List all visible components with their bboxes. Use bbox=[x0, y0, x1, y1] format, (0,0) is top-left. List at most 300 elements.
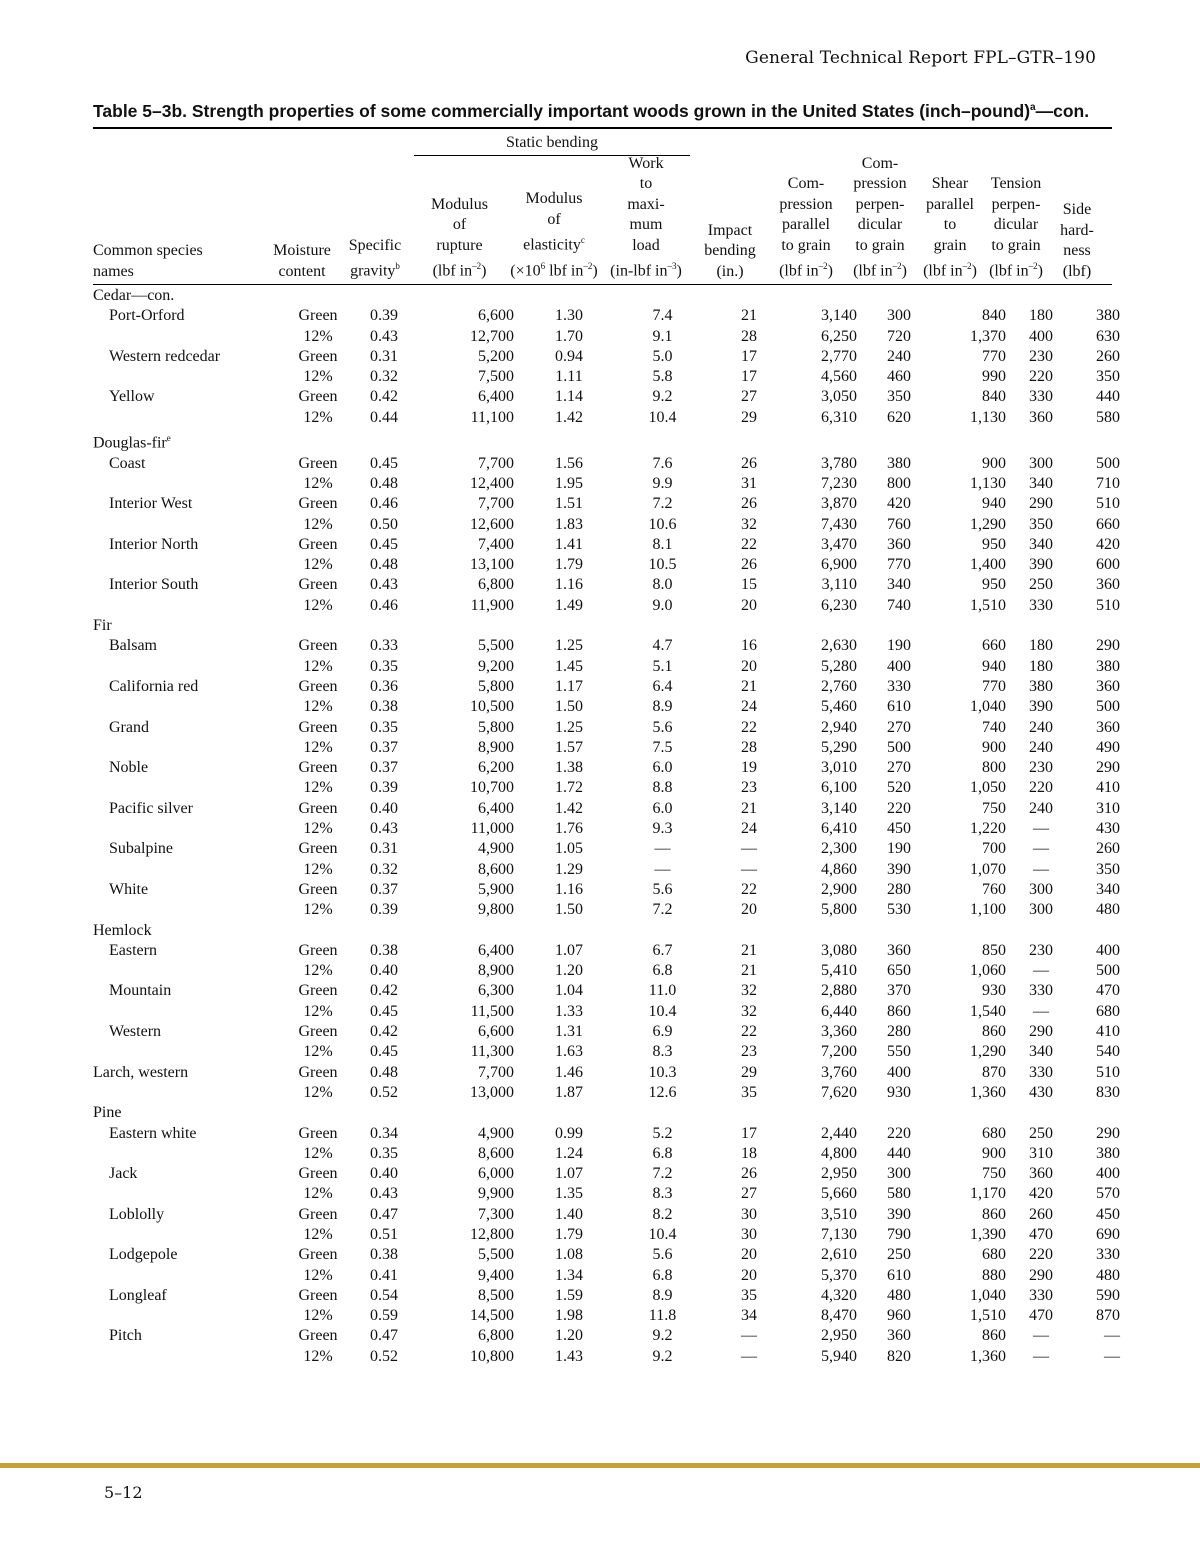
table-cell: Green bbox=[298, 495, 338, 513]
table-cell: 0.40 bbox=[370, 799, 398, 817]
header-elasticity-line: elasticity$^c$ bbox=[523, 235, 585, 254]
table-cell: 3,080 bbox=[821, 941, 857, 959]
table-cell: 6.8 bbox=[652, 1144, 673, 1162]
table-cell: 620 bbox=[887, 408, 911, 426]
table-cell: 510 bbox=[1096, 596, 1120, 614]
table-row bbox=[93, 515, 1126, 535]
table-cell: 4,320 bbox=[821, 1286, 857, 1304]
table-cell: 24 bbox=[741, 698, 757, 716]
table-cell: Green bbox=[298, 454, 338, 472]
table-cell: 0.44 bbox=[370, 408, 398, 426]
species-name-cell: Coast bbox=[109, 454, 146, 472]
table-cell: 1.16 bbox=[555, 576, 583, 594]
table-cell: 250 bbox=[1029, 1124, 1053, 1142]
table-cell: 900 bbox=[982, 454, 1006, 472]
table-cell: 6,000 bbox=[478, 1165, 514, 1183]
table-cell: — bbox=[1033, 840, 1049, 858]
table-cell: 30 bbox=[741, 1205, 757, 1223]
table-cell: 930 bbox=[887, 1083, 911, 1101]
table-cell: 18 bbox=[741, 1144, 757, 1162]
table-group-row bbox=[93, 921, 1126, 941]
table-cell bbox=[522, 286, 616, 306]
table-cell bbox=[709, 921, 789, 941]
table-cell: 0.38 bbox=[370, 941, 398, 959]
table-cell: 350 bbox=[1029, 515, 1053, 533]
table-cell: 330 bbox=[1029, 1063, 1053, 1081]
table-cell: 880 bbox=[982, 1266, 1006, 1284]
header-comp-parallel bbox=[768, 160, 844, 284]
table-row bbox=[93, 306, 1126, 326]
table-cell: 0.41 bbox=[370, 1266, 398, 1284]
table-cell: 300 bbox=[1029, 901, 1053, 919]
table-cell: 12% bbox=[303, 860, 333, 878]
table-cell: 220 bbox=[1029, 779, 1053, 797]
table-cell bbox=[789, 286, 863, 306]
table-cell: 360 bbox=[887, 535, 911, 553]
table-cell: 6,100 bbox=[821, 779, 857, 797]
table-cell: 7,700 bbox=[478, 1063, 514, 1081]
table-cell bbox=[419, 428, 522, 454]
table-cell: 410 bbox=[1096, 779, 1120, 797]
table-cell bbox=[349, 428, 419, 454]
table-cell: 6,200 bbox=[478, 759, 514, 777]
table-cell: 390 bbox=[887, 1205, 911, 1223]
table-cell bbox=[709, 286, 789, 306]
species-name-cell bbox=[93, 1083, 287, 1103]
table-cell: 900 bbox=[982, 1144, 1006, 1162]
table-cell: 6.7 bbox=[652, 941, 673, 959]
table-cell: 680 bbox=[982, 1246, 1006, 1264]
header-comp-perp-line: Com- bbox=[861, 154, 899, 172]
table-cell bbox=[789, 428, 863, 454]
table-cell: 290 bbox=[1096, 1124, 1120, 1142]
table-cell: 860 bbox=[982, 1023, 1006, 1041]
table-cell: 1,400 bbox=[970, 556, 1006, 574]
table-cell: 1,050 bbox=[970, 779, 1006, 797]
table-cell: 4,560 bbox=[821, 368, 857, 386]
table-cell: 32 bbox=[741, 982, 757, 1000]
table-cell bbox=[616, 1103, 709, 1123]
table-cell: 29 bbox=[741, 408, 757, 426]
table-cell: 840 bbox=[982, 307, 1006, 325]
table-cell: 7,200 bbox=[821, 1043, 857, 1061]
table-cell: 10.3 bbox=[648, 1063, 677, 1081]
table-cell: 960 bbox=[887, 1307, 911, 1325]
table-cell: 20 bbox=[741, 901, 757, 919]
header-comp-parallel-line: (lbf $in^{-2}$) bbox=[779, 261, 833, 280]
table-cell: 1.45 bbox=[555, 657, 583, 675]
table-cell: 940 bbox=[982, 495, 1006, 513]
header-shear-line: Shear bbox=[931, 175, 969, 193]
table-cell: 22 bbox=[741, 1023, 757, 1041]
table-cell: 770 bbox=[982, 677, 1006, 695]
species-name-cell: Longleaf bbox=[109, 1286, 167, 1304]
table-cell: 1.11 bbox=[555, 368, 583, 386]
table-cell: 380 bbox=[1029, 677, 1053, 695]
table-cell: 370 bbox=[887, 982, 911, 1000]
table-cell: 820 bbox=[887, 1347, 911, 1365]
table-cell: 20 bbox=[741, 657, 757, 675]
table-cell: 1.51 bbox=[555, 495, 583, 513]
species-name-cell: Hemlock bbox=[93, 921, 152, 939]
table-cell: 290 bbox=[1029, 495, 1053, 513]
table-cell: 0.45 bbox=[370, 535, 398, 553]
table-cell: 480 bbox=[887, 1286, 911, 1304]
table-cell: 0.40 bbox=[370, 962, 398, 980]
table-cell: 21 bbox=[741, 962, 757, 980]
table-cell: 1.46 bbox=[555, 1063, 583, 1081]
table-cell: Green bbox=[298, 718, 338, 736]
table-cell bbox=[349, 921, 419, 941]
table-cell: 240 bbox=[1029, 799, 1053, 817]
table-cell bbox=[935, 1103, 1010, 1123]
table-cell: 1.17 bbox=[555, 677, 583, 695]
table-cell: 17 bbox=[741, 1124, 757, 1142]
table-cell: 1.07 bbox=[555, 1165, 583, 1183]
table-cell: 400 bbox=[1096, 1165, 1120, 1183]
table-row bbox=[93, 596, 1126, 616]
table-cell: Green bbox=[298, 1327, 338, 1345]
species-name-cell bbox=[93, 408, 287, 428]
table-cell: 860 bbox=[982, 1327, 1006, 1345]
species-name-cell: Grand bbox=[109, 718, 149, 736]
table-cell: 8,900 bbox=[478, 962, 514, 980]
table-cell: 3,760 bbox=[821, 1063, 857, 1081]
table-cell bbox=[1072, 1103, 1126, 1123]
table-cell: 0.35 bbox=[370, 1144, 398, 1162]
table-cell: 27 bbox=[741, 1185, 757, 1203]
table-cell: 1.56 bbox=[555, 454, 583, 472]
species-name-cell bbox=[93, 860, 287, 880]
table-cell: 23 bbox=[741, 1043, 757, 1061]
table-cell: 600 bbox=[1096, 556, 1120, 574]
table-cell: 1.63 bbox=[555, 1043, 583, 1061]
table-row bbox=[93, 1266, 1126, 1286]
table-cell: 12% bbox=[303, 408, 333, 426]
table-cell: 1.30 bbox=[555, 307, 583, 325]
table-cell: 240 bbox=[1029, 718, 1053, 736]
table-cell: 760 bbox=[982, 880, 1006, 898]
table-cell: 360 bbox=[887, 1327, 911, 1345]
species-name-cell: Eastern bbox=[109, 941, 157, 959]
table-cell: 21 bbox=[741, 799, 757, 817]
table-cell: 20 bbox=[741, 1246, 757, 1264]
table-cell: 6,900 bbox=[821, 556, 857, 574]
species-name-cell bbox=[93, 657, 287, 677]
table-cell: 5.8 bbox=[652, 368, 673, 386]
page-number: 5–12 bbox=[104, 1483, 143, 1502]
table-cell: 1.98 bbox=[555, 1307, 583, 1325]
table-cell: 470 bbox=[1029, 1307, 1053, 1325]
table-cell: 22 bbox=[741, 718, 757, 736]
species-name-cell bbox=[93, 1002, 287, 1022]
static-bending-label: Static bending bbox=[506, 134, 598, 151]
table-cell bbox=[349, 616, 419, 636]
table-cell: 5.6 bbox=[652, 718, 673, 736]
table-cell: 1,130 bbox=[970, 408, 1006, 426]
table-cell bbox=[1072, 428, 1126, 454]
table-cell: — bbox=[1104, 1327, 1120, 1345]
species-name-cell: Lodgepole bbox=[109, 1246, 178, 1264]
header-comp-parallel-line: parallel bbox=[782, 216, 830, 234]
table-cell: 0.52 bbox=[370, 1347, 398, 1365]
table-cell: 10,700 bbox=[470, 779, 514, 797]
table-cell: 330 bbox=[1029, 982, 1053, 1000]
table-cell: 330 bbox=[887, 677, 911, 695]
table-cell bbox=[522, 1103, 616, 1123]
table-cell: 9.9 bbox=[652, 475, 673, 492]
table-row bbox=[93, 1083, 1126, 1103]
table-cell: 6.8 bbox=[652, 962, 673, 980]
table-cell: 180 bbox=[1029, 637, 1053, 655]
table-title-suffix: —con. bbox=[1035, 101, 1090, 121]
table-cell: 0.37 bbox=[370, 759, 398, 777]
table-cell: 3,470 bbox=[821, 535, 857, 553]
table-cell: 5.2 bbox=[652, 1124, 673, 1142]
table-cell bbox=[419, 286, 522, 306]
table-cell: 420 bbox=[1096, 535, 1120, 553]
table-cell: 860 bbox=[982, 1205, 1006, 1223]
table-cell: 6.4 bbox=[652, 677, 673, 695]
species-name-cell bbox=[93, 1347, 287, 1367]
species-name-cell bbox=[93, 1042, 287, 1062]
table-cell: 4,860 bbox=[821, 860, 857, 878]
table-cell: 800 bbox=[887, 475, 911, 492]
species-name-cell: Fir bbox=[93, 617, 112, 635]
species-name-cell bbox=[93, 900, 287, 920]
table-cell: 260 bbox=[1096, 840, 1120, 858]
table-cell: 4.7 bbox=[652, 637, 673, 655]
table-cell: 420 bbox=[887, 495, 911, 513]
table-cell: 350 bbox=[887, 388, 911, 406]
table-cell: 2,760 bbox=[821, 677, 857, 695]
table-cell bbox=[789, 1103, 863, 1123]
table-row bbox=[93, 1002, 1126, 1022]
table-cell: 21 bbox=[741, 941, 757, 959]
table-cell: 5,800 bbox=[478, 718, 514, 736]
table-cell bbox=[1072, 616, 1126, 636]
table-cell: Green bbox=[298, 1124, 338, 1142]
table-cell: 280 bbox=[887, 1023, 911, 1041]
header-hardness-line: Side bbox=[1062, 201, 1092, 218]
table-cell: 0.42 bbox=[370, 388, 398, 406]
header-species bbox=[93, 160, 271, 284]
table-cell: — bbox=[1033, 1002, 1049, 1020]
table-cell: 5.6 bbox=[652, 880, 673, 898]
table-row bbox=[93, 778, 1126, 798]
header-elasticity-line: ($\times 10^6$ lbf $in^{-2}$) bbox=[510, 261, 598, 280]
table-cell: 1.40 bbox=[555, 1205, 583, 1223]
table-cell: 8,600 bbox=[478, 860, 514, 878]
table-cell: 0.43 bbox=[370, 576, 398, 594]
table-cell: 300 bbox=[1029, 880, 1053, 898]
table-cell: 1,060 bbox=[970, 962, 1006, 980]
table-cell: Green bbox=[298, 1063, 338, 1081]
table-cell: 350 bbox=[1096, 368, 1120, 386]
table-cell: 12% bbox=[303, 901, 333, 919]
table-cell: 12% bbox=[303, 738, 333, 756]
table-cell: 1,040 bbox=[970, 1286, 1006, 1304]
table-cell: Green bbox=[298, 637, 338, 655]
table-cell: 2,900 bbox=[821, 880, 857, 898]
table-cell: 21 bbox=[741, 677, 757, 695]
table-cell: 1.38 bbox=[555, 759, 583, 777]
table-cell: 520 bbox=[887, 779, 911, 797]
table-cell: 12,600 bbox=[470, 515, 514, 533]
table-cell: 0.43 bbox=[370, 327, 398, 345]
table-cell: 12% bbox=[303, 1266, 333, 1284]
table-cell: 7,400 bbox=[478, 535, 514, 553]
table-cell: Green bbox=[298, 982, 338, 1000]
table-cell: 720 bbox=[887, 327, 911, 345]
table-cell: 7,230 bbox=[821, 475, 857, 492]
header-work bbox=[603, 154, 689, 284]
table-cell: 440 bbox=[1096, 388, 1120, 406]
table-cell: 5,800 bbox=[478, 677, 514, 695]
table-cell: 400 bbox=[1096, 941, 1120, 959]
species-name-cell bbox=[93, 1306, 287, 1326]
header-rupture bbox=[412, 160, 507, 284]
table-cell: 340 bbox=[1029, 475, 1053, 492]
table-cell: 24 bbox=[741, 820, 757, 838]
species-name-cell: Yellow bbox=[109, 388, 155, 406]
table-cell: 6.0 bbox=[652, 799, 673, 817]
header-work-line: mum bbox=[629, 216, 663, 234]
table-cell: 28 bbox=[741, 738, 757, 756]
table-cell: 1.33 bbox=[555, 1002, 583, 1020]
table-cell: 6.9 bbox=[652, 1023, 673, 1041]
table-cell: 2,610 bbox=[821, 1246, 857, 1264]
species-name-cell: Cedar—con. bbox=[93, 287, 175, 304]
table-cell: 12% bbox=[303, 962, 333, 980]
table-cell: 1.59 bbox=[555, 1286, 583, 1304]
table-cell bbox=[709, 616, 789, 636]
header-comp-perp bbox=[844, 154, 916, 284]
table-cell: 7.2 bbox=[652, 495, 673, 513]
table-cell: Green bbox=[298, 347, 338, 365]
header-comp-parallel-line: Com- bbox=[787, 175, 825, 193]
table-cell: 27 bbox=[741, 388, 757, 406]
table-cell: 3,140 bbox=[821, 799, 857, 817]
table-cell: 0.43 bbox=[370, 820, 398, 838]
table-cell: 0.94 bbox=[555, 347, 583, 365]
table-row bbox=[93, 1144, 1126, 1164]
table-cell: 580 bbox=[887, 1185, 911, 1203]
table-cell: Green bbox=[298, 576, 338, 594]
species-name-cell: Interior North bbox=[109, 535, 199, 553]
table-cell: 460 bbox=[887, 368, 911, 386]
table-cell: 29 bbox=[741, 1063, 757, 1081]
header-work-line: to bbox=[639, 175, 653, 193]
table-cell: 240 bbox=[1029, 738, 1053, 756]
table-cell bbox=[522, 616, 616, 636]
table-cell: 4,900 bbox=[478, 840, 514, 858]
header-elasticity-line: of bbox=[547, 210, 561, 228]
header-tension-line: dicular bbox=[993, 216, 1039, 234]
table-cell: 11,000 bbox=[470, 820, 514, 838]
table-cell: 1.79 bbox=[555, 556, 583, 574]
table-row bbox=[93, 327, 1126, 347]
table-group-row bbox=[93, 428, 1126, 454]
table-cell: 350 bbox=[1096, 860, 1120, 878]
table-cell: Green bbox=[298, 880, 338, 898]
table-row bbox=[93, 697, 1126, 717]
table-cell: 0.32 bbox=[370, 368, 398, 386]
table-cell: 10.4 bbox=[648, 1225, 677, 1243]
table-cell: 13,100 bbox=[470, 556, 514, 574]
species-name-cell: Larch, western bbox=[93, 1063, 189, 1081]
header-gravity-line: gravity$^b$ bbox=[350, 261, 400, 280]
table-cell bbox=[1010, 1103, 1072, 1123]
table-cell: 9.2 bbox=[652, 1347, 673, 1365]
species-name-cell: Pitch bbox=[109, 1327, 142, 1345]
table-cell: 790 bbox=[887, 1225, 911, 1243]
table-row bbox=[93, 1164, 1126, 1184]
table-row bbox=[93, 408, 1126, 428]
table-cell: 610 bbox=[887, 698, 911, 716]
table-cell: 0.46 bbox=[370, 495, 398, 513]
species-name-cell bbox=[93, 1184, 287, 1204]
table-cell: 8.2 bbox=[652, 1205, 673, 1223]
header-hardness-line: ness bbox=[1063, 242, 1091, 259]
table-cell: 0.35 bbox=[370, 657, 398, 675]
table-cell: 3,010 bbox=[821, 759, 857, 777]
table-cell: 8.9 bbox=[652, 698, 673, 716]
table-cell: 1,290 bbox=[970, 1043, 1006, 1061]
table-cell bbox=[287, 1103, 349, 1123]
table-cell: 480 bbox=[1096, 901, 1120, 919]
header-impact-line: bending bbox=[704, 242, 756, 259]
table-cell bbox=[287, 921, 349, 941]
table-cell: 3,780 bbox=[821, 454, 857, 472]
species-name-cell: Western bbox=[109, 1023, 162, 1041]
table-cell: 1.08 bbox=[555, 1246, 583, 1264]
table-cell: 34 bbox=[741, 1307, 757, 1325]
species-name-cell bbox=[93, 1266, 287, 1286]
table-cell: 180 bbox=[1029, 657, 1053, 675]
table-cell: 1.31 bbox=[555, 1023, 583, 1041]
table-cell: 530 bbox=[887, 901, 911, 919]
table-cell: 650 bbox=[887, 962, 911, 980]
table-cell: 6,230 bbox=[821, 596, 857, 614]
table-cell: 3,360 bbox=[821, 1023, 857, 1041]
table-cell: 610 bbox=[887, 1266, 911, 1284]
table-cell: 0.31 bbox=[370, 840, 398, 858]
table-cell: 1.05 bbox=[555, 840, 583, 858]
table-cell: Green bbox=[298, 1023, 338, 1041]
table-cell: 710 bbox=[1096, 475, 1120, 492]
table-cell: 700 bbox=[982, 840, 1006, 858]
table-cell: 0.47 bbox=[370, 1327, 398, 1345]
table-cell: 310 bbox=[1096, 799, 1120, 817]
table-cell: 0.45 bbox=[370, 1043, 398, 1061]
table-cell: 540 bbox=[1096, 1043, 1120, 1061]
table-cell: 230 bbox=[1029, 347, 1053, 365]
table-cell: 290 bbox=[1029, 1266, 1053, 1284]
table-cell: 20 bbox=[741, 1266, 757, 1284]
table-cell: 940 bbox=[982, 657, 1006, 675]
table-cell: 7.6 bbox=[652, 454, 673, 472]
species-name-cell: Eastern white bbox=[109, 1124, 197, 1142]
table-cell: 1,360 bbox=[970, 1347, 1006, 1365]
table-row bbox=[93, 1124, 1126, 1144]
header-gravity bbox=[340, 160, 410, 284]
table-cell: 12% bbox=[303, 1307, 333, 1325]
table-cell bbox=[1010, 286, 1072, 306]
table-cell: 26 bbox=[741, 495, 757, 513]
species-name-cell: Mountain bbox=[109, 982, 172, 1000]
table-cell: 12% bbox=[303, 1002, 333, 1020]
